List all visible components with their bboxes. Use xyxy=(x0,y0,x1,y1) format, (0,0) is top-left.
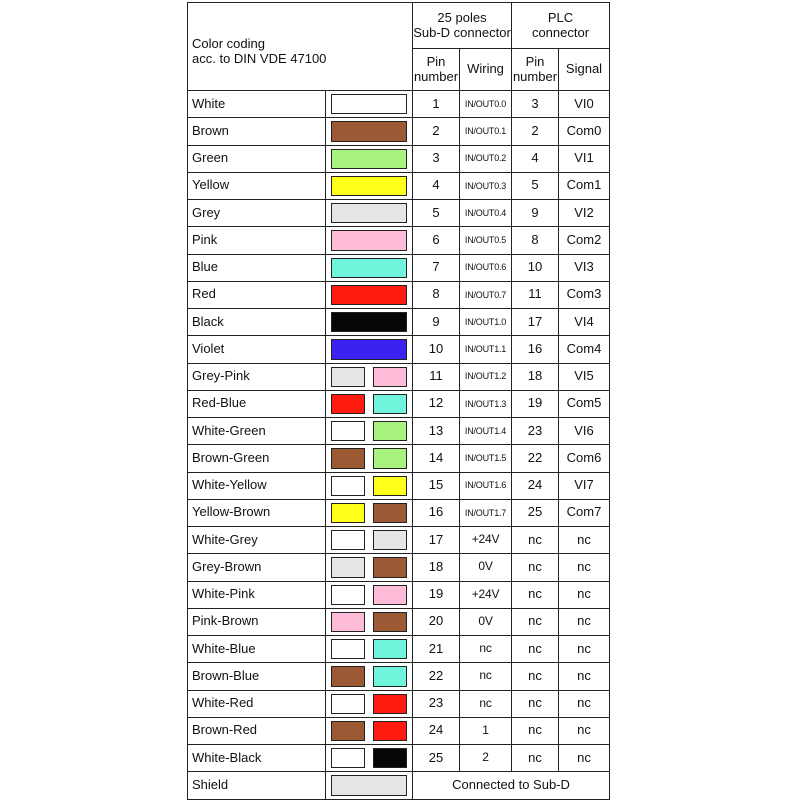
plc-signal: VI0 xyxy=(559,91,610,118)
plc-pin-number: nc xyxy=(512,663,559,690)
subd-pin-number: 7 xyxy=(413,254,460,281)
color-swatch-secondary xyxy=(373,612,407,632)
color-swatch-cell xyxy=(326,554,413,581)
plc-pin-number: nc xyxy=(512,581,559,608)
plc-signal: VI1 xyxy=(559,145,610,172)
wiring-header: Wiring xyxy=(460,49,512,91)
color-swatch xyxy=(331,203,407,223)
color-swatch-secondary xyxy=(373,639,407,659)
wire-color-name: White-Green xyxy=(188,418,326,445)
subd-pin-number: 8 xyxy=(413,281,460,308)
plc-pin-number: 5 xyxy=(512,172,559,199)
plc-signal: VI3 xyxy=(559,254,610,281)
header-row-top xyxy=(188,3,610,49)
plc-pin-number: 23 xyxy=(512,418,559,445)
subd-pin-number: 23 xyxy=(413,690,460,717)
subd-pin-number: 11 xyxy=(413,363,460,390)
color-swatch-cell xyxy=(326,91,413,118)
color-coding-title: Color coding xyxy=(192,35,265,51)
color-swatch-cell xyxy=(326,309,413,336)
subd-pin-number: 20 xyxy=(413,608,460,635)
color-swatch-secondary xyxy=(373,448,407,468)
shield-connection: Connected to Sub-D xyxy=(413,772,610,799)
color-swatch-primary xyxy=(331,557,365,577)
shield-swatch-cell xyxy=(326,772,413,799)
wire-color-name: Blue xyxy=(188,254,326,281)
table-row xyxy=(188,608,610,635)
wiring-value: 0V xyxy=(460,608,512,635)
subd-pin-number: 3 xyxy=(413,145,460,172)
wire-color-name: Grey-Brown xyxy=(188,554,326,581)
color-swatch-cell xyxy=(326,390,413,417)
table-row xyxy=(188,227,610,254)
table-row xyxy=(188,554,610,581)
color-swatch-cell xyxy=(326,717,413,744)
table-row xyxy=(188,254,610,281)
table-row xyxy=(188,636,610,663)
wire-color-name: Brown-Green xyxy=(188,445,326,472)
table-row xyxy=(188,281,610,308)
color-swatch xyxy=(331,149,407,169)
color-swatch-secondary xyxy=(373,530,407,550)
color-swatch-cell xyxy=(326,254,413,281)
wire-color-name: Grey xyxy=(188,200,326,227)
pin-number-header xyxy=(413,49,460,91)
wiring-value: +24V xyxy=(460,581,512,608)
color-swatch xyxy=(331,339,407,359)
plc-pin-number: 4 xyxy=(512,145,559,172)
plc-pin-number: nc xyxy=(512,745,559,772)
color-swatch-cell xyxy=(326,636,413,663)
color-swatch xyxy=(331,94,407,114)
table-row xyxy=(188,390,610,417)
plc-pin-number: 2 xyxy=(512,118,559,145)
plc-pin-number: nc xyxy=(512,717,559,744)
color-swatch xyxy=(331,312,407,332)
plc-pin-number: 25 xyxy=(512,499,559,526)
color-swatch-secondary xyxy=(373,421,407,441)
wiring-value: nc xyxy=(460,663,512,690)
wiring-value: IN/OUT0.2 xyxy=(460,145,512,172)
wiring-value: IN/OUT1.7 xyxy=(460,499,512,526)
plc-pin-number: 8 xyxy=(512,227,559,254)
wire-color-name: White-Grey xyxy=(188,527,326,554)
shield-color-swatch xyxy=(331,775,407,795)
table-row xyxy=(188,472,610,499)
table-row xyxy=(188,172,610,199)
plc-signal: Com7 xyxy=(559,499,610,526)
wiring-value: nc xyxy=(460,690,512,717)
plc-signal: nc xyxy=(559,608,610,635)
shield-label: Shield xyxy=(188,772,326,799)
color-swatch-secondary xyxy=(373,585,407,605)
plc-pin-number: nc xyxy=(512,608,559,635)
wire-color-name: Brown xyxy=(188,118,326,145)
wiring-value: IN/OUT0.5 xyxy=(460,227,512,254)
subd-pin-number: 24 xyxy=(413,717,460,744)
subd-pin-number: 25 xyxy=(413,745,460,772)
wiring-value: IN/OUT0.1 xyxy=(460,118,512,145)
pin-number-header-line1: Pin xyxy=(426,53,446,69)
color-swatch-primary xyxy=(331,612,365,632)
color-swatch-primary xyxy=(331,421,365,441)
plc-label: PLC xyxy=(547,9,574,25)
subd-connector-label: Sub-D connector xyxy=(413,24,511,40)
wire-color-name: Pink-Brown xyxy=(188,608,326,635)
color-swatch-cell xyxy=(326,581,413,608)
color-swatch-secondary xyxy=(373,557,407,577)
color-swatch-primary xyxy=(331,748,365,768)
plc-connector-header xyxy=(512,3,610,49)
wire-color-name: Black xyxy=(188,309,326,336)
subd-connector-header xyxy=(413,3,512,49)
subd-poles-label: 25 poles xyxy=(437,9,487,25)
color-swatch-cell xyxy=(326,745,413,772)
subd-pin-number: 19 xyxy=(413,581,460,608)
plc-pin-number-header-line2: number xyxy=(512,68,558,84)
wiring-value: IN/OUT1.6 xyxy=(460,472,512,499)
plc-signal: VI6 xyxy=(559,418,610,445)
color-swatch-primary xyxy=(331,448,365,468)
plc-signal: Com4 xyxy=(559,336,610,363)
wiring-value: 1 xyxy=(460,717,512,744)
color-swatch-primary xyxy=(331,367,365,387)
plc-signal: nc xyxy=(559,554,610,581)
wire-color-name: Red-Blue xyxy=(188,390,326,417)
plc-pin-number: 11 xyxy=(512,281,559,308)
color-swatch-cell xyxy=(326,608,413,635)
plc-signal: Com0 xyxy=(559,118,610,145)
signal-header: Signal xyxy=(559,49,610,91)
color-swatch-primary xyxy=(331,503,365,523)
wire-color-name: Brown-Blue xyxy=(188,663,326,690)
subd-pin-number: 13 xyxy=(413,418,460,445)
table-row xyxy=(188,581,610,608)
wire-color-name: White-Black xyxy=(188,745,326,772)
wiring-value: IN/OUT1.5 xyxy=(460,445,512,472)
plc-pin-number: 16 xyxy=(512,336,559,363)
plc-signal: nc xyxy=(559,581,610,608)
plc-pin-number: 18 xyxy=(512,363,559,390)
wire-color-name: Red xyxy=(188,281,326,308)
color-swatch-primary xyxy=(331,585,365,605)
color-coding-standard: acc. to DIN VDE 47100 xyxy=(192,50,327,66)
color-swatch xyxy=(331,258,407,278)
table-row xyxy=(188,309,610,336)
wiring-value: IN/OUT1.0 xyxy=(460,309,512,336)
wire-color-name: White-Blue xyxy=(188,636,326,663)
wire-color-name: White-Red xyxy=(188,690,326,717)
plc-signal: nc xyxy=(559,636,610,663)
subd-pin-number: 6 xyxy=(413,227,460,254)
wire-color-name: Pink xyxy=(188,227,326,254)
plc-signal: Com5 xyxy=(559,390,610,417)
color-swatch-primary xyxy=(331,476,365,496)
color-swatch-secondary xyxy=(373,721,407,741)
subd-pin-number: 4 xyxy=(413,172,460,199)
plc-pin-number: 22 xyxy=(512,445,559,472)
color-swatch-cell xyxy=(326,172,413,199)
plc-pin-number: nc xyxy=(512,690,559,717)
color-swatch-primary xyxy=(331,394,365,414)
subd-pin-number: 14 xyxy=(413,445,460,472)
table-row xyxy=(188,336,610,363)
color-swatch-cell xyxy=(326,418,413,445)
wiring-value: IN/OUT1.1 xyxy=(460,336,512,363)
subd-pin-number: 18 xyxy=(413,554,460,581)
table-row xyxy=(188,717,610,744)
color-swatch-primary xyxy=(331,721,365,741)
wire-color-name: Green xyxy=(188,145,326,172)
subd-pin-number: 1 xyxy=(413,91,460,118)
plc-signal: Com3 xyxy=(559,281,610,308)
plc-pin-number: 19 xyxy=(512,390,559,417)
wire-color-name: White xyxy=(188,91,326,118)
table-row xyxy=(188,527,610,554)
plc-pin-number: nc xyxy=(512,554,559,581)
color-swatch-cell xyxy=(326,445,413,472)
wire-color-name: Brown-Red xyxy=(188,717,326,744)
wire-color-name: Grey-Pink xyxy=(188,363,326,390)
wiring-value: IN/OUT0.0 xyxy=(460,91,512,118)
subd-pin-number: 16 xyxy=(413,499,460,526)
wiring-value: IN/OUT1.4 xyxy=(460,418,512,445)
wiring-value: nc xyxy=(460,636,512,663)
subd-pin-number: 15 xyxy=(413,472,460,499)
wiring-value: IN/OUT0.3 xyxy=(460,172,512,199)
plc-signal: nc xyxy=(559,690,610,717)
color-swatch-cell xyxy=(326,472,413,499)
subd-pin-number: 12 xyxy=(413,390,460,417)
subd-pin-number: 5 xyxy=(413,200,460,227)
subd-pin-number: 22 xyxy=(413,663,460,690)
color-swatch-cell xyxy=(326,145,413,172)
color-swatch-secondary xyxy=(373,394,407,414)
table-row xyxy=(188,499,610,526)
color-swatch-cell xyxy=(326,227,413,254)
wiring-value: IN/OUT0.4 xyxy=(460,200,512,227)
wiring-value: IN/OUT1.2 xyxy=(460,363,512,390)
wiring-value: 2 xyxy=(460,745,512,772)
plc-pin-number: 24 xyxy=(512,472,559,499)
color-swatch-primary xyxy=(331,530,365,550)
subd-pin-number: 2 xyxy=(413,118,460,145)
table-row xyxy=(188,445,610,472)
wire-color-name: White-Yellow xyxy=(188,472,326,499)
color-swatch-secondary xyxy=(373,666,407,686)
plc-pin-number: nc xyxy=(512,527,559,554)
pin-number-header-line2: number xyxy=(413,68,459,84)
wiring-value: IN/OUT1.3 xyxy=(460,390,512,417)
wiring-value: IN/OUT0.7 xyxy=(460,281,512,308)
plc-connector-label: connector xyxy=(531,24,590,40)
table-row xyxy=(188,363,610,390)
subd-pin-number: 10 xyxy=(413,336,460,363)
table-row xyxy=(188,118,610,145)
table-row xyxy=(188,745,610,772)
color-swatch-primary xyxy=(331,694,365,714)
plc-signal: nc xyxy=(559,745,610,772)
color-swatch-cell xyxy=(326,281,413,308)
plc-pin-number: nc xyxy=(512,636,559,663)
table-row xyxy=(188,200,610,227)
subd-pin-number: 17 xyxy=(413,527,460,554)
plc-pin-number: 3 xyxy=(512,91,559,118)
subd-pin-number: 21 xyxy=(413,636,460,663)
plc-pin-number-header xyxy=(512,49,559,91)
color-swatch-cell xyxy=(326,336,413,363)
plc-signal: VI2 xyxy=(559,200,610,227)
color-swatch xyxy=(331,230,407,250)
shield-row xyxy=(188,772,610,799)
color-coding-header xyxy=(188,3,413,91)
pinout-table xyxy=(187,2,610,800)
plc-pin-number-header-line1: Pin xyxy=(525,53,545,69)
wire-color-name: Violet xyxy=(188,336,326,363)
color-swatch-cell xyxy=(326,663,413,690)
color-swatch-cell xyxy=(326,527,413,554)
plc-signal: nc xyxy=(559,527,610,554)
plc-pin-number: 9 xyxy=(512,200,559,227)
plc-signal: Com6 xyxy=(559,445,610,472)
plc-signal: VI7 xyxy=(559,472,610,499)
wire-color-name: Yellow-Brown xyxy=(188,499,326,526)
plc-signal: nc xyxy=(559,717,610,744)
plc-signal: VI5 xyxy=(559,363,610,390)
color-swatch-cell xyxy=(326,499,413,526)
color-swatch-secondary xyxy=(373,367,407,387)
color-swatch xyxy=(331,285,407,305)
table-row xyxy=(188,91,610,118)
color-swatch-secondary xyxy=(373,476,407,496)
table-row xyxy=(188,690,610,717)
plc-signal: VI4 xyxy=(559,309,610,336)
table-row xyxy=(188,663,610,690)
color-swatch-secondary xyxy=(373,694,407,714)
color-swatch xyxy=(331,121,407,141)
plc-pin-number: 17 xyxy=(512,309,559,336)
table-row xyxy=(188,418,610,445)
wiring-value: IN/OUT0.6 xyxy=(460,254,512,281)
color-swatch-primary xyxy=(331,666,365,686)
plc-pin-number: 10 xyxy=(512,254,559,281)
color-swatch-cell xyxy=(326,118,413,145)
wire-color-name: Yellow xyxy=(188,172,326,199)
wiring-value: 0V xyxy=(460,554,512,581)
color-swatch-secondary xyxy=(373,503,407,523)
color-swatch-primary xyxy=(331,639,365,659)
color-swatch-cell xyxy=(326,363,413,390)
subd-pin-number: 9 xyxy=(413,309,460,336)
plc-signal: Com1 xyxy=(559,172,610,199)
color-swatch-secondary xyxy=(373,748,407,768)
table-row xyxy=(188,145,610,172)
wiring-value: +24V xyxy=(460,527,512,554)
color-swatch xyxy=(331,176,407,196)
wire-color-name: White-Pink xyxy=(188,581,326,608)
color-swatch-cell xyxy=(326,690,413,717)
color-swatch-cell xyxy=(326,200,413,227)
plc-signal: nc xyxy=(559,663,610,690)
plc-signal: Com2 xyxy=(559,227,610,254)
